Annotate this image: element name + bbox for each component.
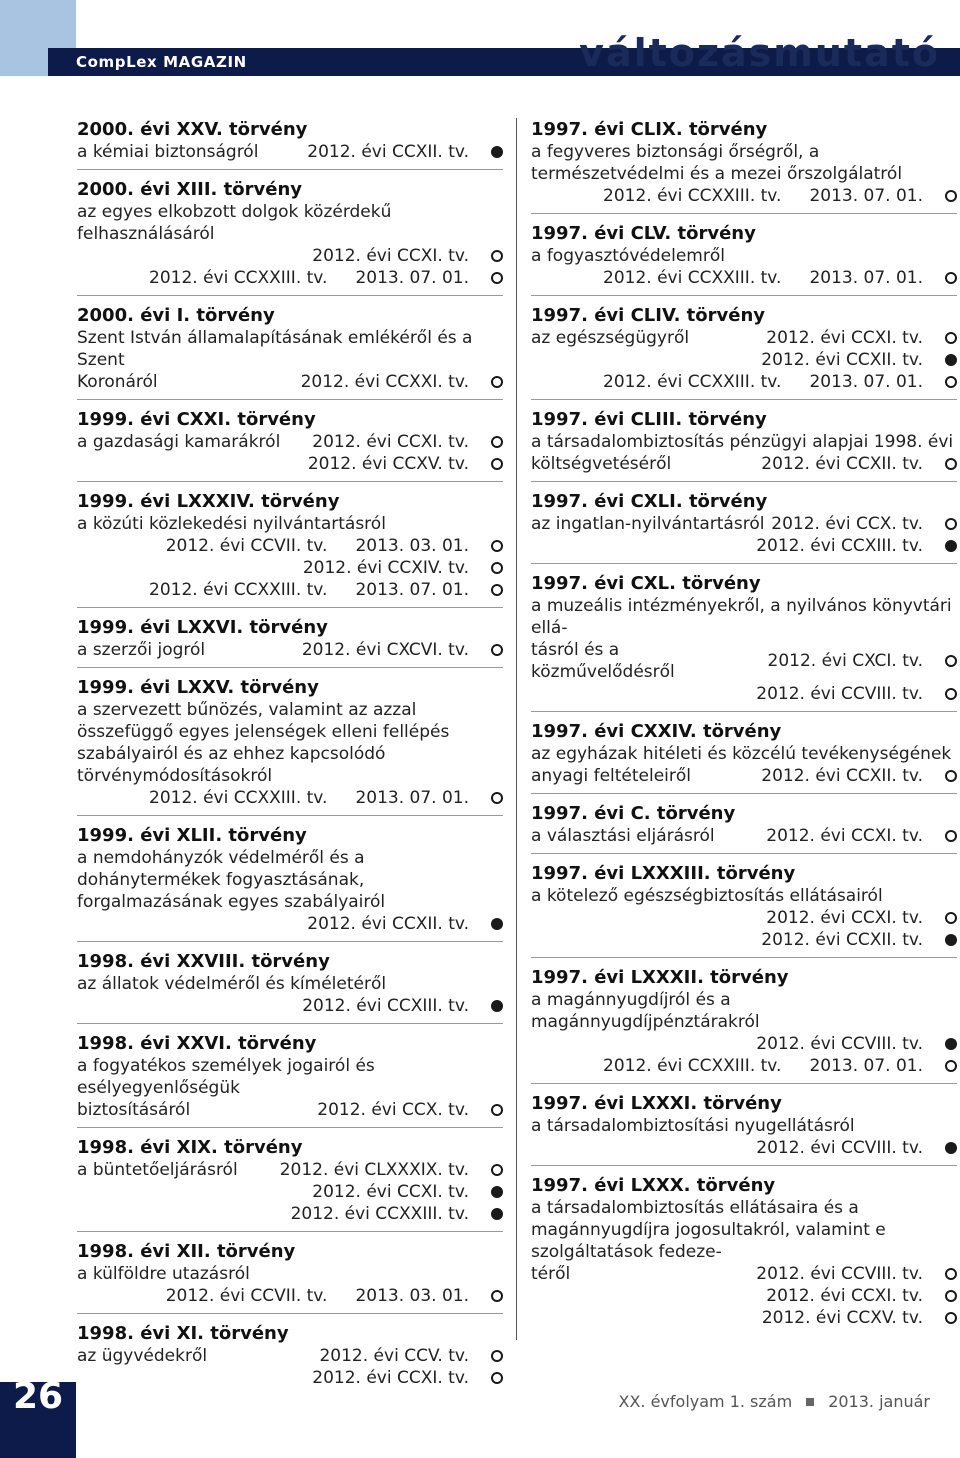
effective-date: 2013. 03. 01. (355, 1286, 469, 1306)
law-description: a választási eljárásról (531, 826, 715, 846)
open-circle-icon (945, 518, 957, 530)
amending-law: 2012. évi CCXII. tv. (761, 930, 923, 950)
amendment-line (77, 453, 503, 475)
amending-law: 2012. évi CCXXIII. tv. (603, 1056, 782, 1076)
amendment-line (77, 1285, 503, 1307)
law-title: 1997. évi LXXXI. törvény (531, 1093, 782, 1114)
effective-date: 2013. 07. 01. (809, 186, 923, 206)
open-circle-icon (491, 1164, 503, 1176)
open-circle-icon (945, 688, 957, 700)
amendment-line (531, 1263, 957, 1285)
law-entry (531, 572, 957, 712)
law-title: 1997. évi CXXIV. törvény (531, 721, 782, 742)
amending-law: 2012. évi CCVII. tv. (165, 1286, 328, 1306)
amending-law: 2012. évi CCXXI. tv. (300, 372, 469, 392)
law-entry (531, 304, 957, 400)
amendment-line (531, 683, 957, 705)
open-circle-icon (491, 1290, 503, 1302)
footer (618, 1392, 930, 1411)
law-title: 1997. évi LXXX. törvény (531, 1175, 776, 1196)
law-description: a szerzői jogról (77, 640, 206, 660)
amending-law: 2012. évi CCXI. tv. (766, 908, 923, 928)
amendment-line (77, 141, 503, 163)
amendment-line (531, 1307, 957, 1329)
amendment-line (77, 995, 503, 1017)
amending-law: 2012. évi CCXXIII. tv. (603, 186, 782, 206)
law-description: a büntetőeljárásról (77, 1160, 238, 1180)
amending-law: 2012. évi CCXXIII. tv. (149, 788, 328, 808)
amendment-line (77, 431, 503, 453)
law-description: az ingatlan-nyilvántartásról (531, 514, 765, 534)
law-entry (77, 490, 503, 608)
amending-law: 2012. évi CCXV. tv. (307, 454, 469, 474)
amendment-line (531, 513, 957, 535)
effective-date: 2013. 07. 01. (809, 1056, 923, 1076)
amending-law: 2012. évi CCXI. tv. (766, 328, 923, 348)
column-divider (516, 118, 517, 1340)
amendment-line (531, 639, 957, 683)
filled-circle-icon (491, 146, 503, 158)
law-title: 1997. évi LXXXIII. törvény (531, 863, 796, 884)
open-circle-icon (491, 1104, 503, 1116)
law-description: költségvetéséről (531, 454, 672, 474)
effective-date: 2013. 03. 01. (355, 536, 469, 556)
amending-law: 2012. évi CXCI. tv. (767, 651, 923, 671)
law-entry (77, 304, 503, 400)
amending-law: 2012. évi CCXI. tv. (312, 432, 469, 452)
amendment-line (531, 765, 957, 787)
amending-law: 2012. évi CCX. tv. (317, 1100, 469, 1120)
law-title: 1997. évi C. törvény (531, 803, 736, 824)
law-title: 1997. évi CXLI. törvény (531, 491, 768, 512)
law-title: 1999. évi LXXXIV. törvény (77, 491, 340, 512)
law-title: 1997. évi CXL. törvény (531, 573, 761, 594)
amending-law: 2012. évi CCXXIII. tv. (290, 1204, 469, 1224)
filled-circle-icon (491, 1186, 503, 1198)
law-entry (531, 720, 957, 794)
law-title: 1997. évi LXXXII. törvény (531, 967, 789, 988)
amendment-line (77, 267, 503, 289)
law-description: a külföldre utazásról (77, 1264, 250, 1284)
filled-circle-icon (945, 354, 957, 366)
law-description: a kötelező egészségbiztosítás ellátásairól (531, 886, 883, 906)
filled-circle-icon (945, 1142, 957, 1154)
open-circle-icon (945, 1060, 957, 1072)
amending-law: 2012. évi CCXII. tv. (761, 766, 923, 786)
amendment-line (77, 579, 503, 601)
open-circle-icon (491, 792, 503, 804)
law-description: anyagi feltételeiről (531, 766, 692, 786)
open-circle-icon (491, 584, 503, 596)
amendment-line (77, 1345, 503, 1367)
open-circle-icon (945, 1312, 957, 1324)
law-description: Koronáról (77, 372, 158, 392)
law-description: tásról és a közművelődésről (531, 640, 675, 682)
amending-law: 2012. évi CXCVI. tv. (301, 640, 469, 660)
law-entry (77, 178, 503, 296)
law-entry (77, 118, 503, 170)
law-description: az egyes elkobzott dolgok közérdekű felhasználásáról (77, 202, 392, 244)
law-title: 1998. évi XI. törvény (77, 1323, 289, 1344)
amendment-line (77, 557, 503, 579)
law-entry (531, 490, 957, 564)
amendment-line (531, 1137, 957, 1159)
amendment-line (77, 1203, 503, 1225)
amendment-line (77, 1159, 503, 1181)
open-circle-icon (491, 436, 503, 448)
open-circle-icon (945, 272, 957, 284)
amendment-line (77, 245, 503, 267)
law-title: 2000. évi XIII. törvény (77, 179, 302, 200)
law-description: az egészségügyről (531, 328, 690, 348)
amendment-line (531, 1055, 957, 1077)
amending-law: 2012. évi CCXXIII. tv. (603, 268, 782, 288)
issue-date: 2013. január (828, 1392, 930, 1411)
law-title: 1997. évi CLIII. törvény (531, 409, 767, 430)
amending-law: 2012. évi CCXI. tv. (766, 1286, 923, 1306)
effective-date: 2013. 07. 01. (355, 580, 469, 600)
law-description: az egyházak hitéleti és közcélú tevékenységének (531, 744, 952, 764)
law-title: 1998. évi XXVI. törvény (77, 1033, 317, 1054)
open-circle-icon (945, 1290, 957, 1302)
law-entry (77, 1240, 503, 1314)
amending-law: 2012. évi CCXV. tv. (761, 1308, 923, 1328)
filled-circle-icon (491, 918, 503, 930)
law-entry (77, 824, 503, 942)
law-entry (77, 950, 503, 1024)
amendment-line (531, 371, 957, 393)
amending-law: 2012. évi CLXXXIX. tv. (279, 1160, 469, 1180)
law-description: a szervezett bűnözés, valamint az azzal összefüggő egyes jelenségek elleni fellépés szabályairól és az ehhez kapcsolódó törvénymódosításokról (77, 700, 450, 786)
amendment-line (531, 453, 957, 475)
law-entry (531, 862, 957, 958)
law-title: 2000. évi I. törvény (77, 305, 275, 326)
law-entry (531, 222, 957, 296)
law-description: Szent István államalapításának emlékéről és a Szent (77, 328, 473, 370)
law-entry (77, 1032, 503, 1128)
amendment-line (531, 929, 957, 951)
open-circle-icon (945, 770, 957, 782)
law-title: 1999. évi LXXVI. törvény (77, 617, 328, 638)
amending-law: 2012. évi CCVII. tv. (165, 536, 328, 556)
law-description: a fogyasztóvédelemről (531, 246, 725, 266)
amending-law: 2012. évi CCXXIII. tv. (603, 372, 782, 392)
amending-law: 2012. évi CCVIII. tv. (756, 1034, 923, 1054)
filled-circle-icon (945, 1038, 957, 1050)
amending-law: 2012. évi CCXXIII. tv. (149, 580, 328, 600)
page-number: 26 (12, 1376, 64, 1417)
amending-law: 2012. évi CCXII. tv. (761, 350, 923, 370)
amendment-line (531, 267, 957, 289)
law-entry (531, 966, 957, 1084)
law-entry (531, 408, 957, 482)
law-description: a társadalombiztosítás pénzügyi alapjai 1998. évi (531, 432, 954, 452)
amendment-line (531, 907, 957, 929)
law-description: az ügyvédekről (77, 1346, 208, 1366)
amending-law: 2012. évi CCXIV. tv. (302, 558, 469, 578)
amending-law: 2012. évi CCX. tv. (771, 514, 923, 534)
amendment-line (531, 1033, 957, 1055)
amendment-line (531, 185, 957, 207)
open-circle-icon (945, 655, 957, 667)
amendment-line (531, 349, 957, 371)
law-title: 1998. évi XXVIII. törvény (77, 951, 330, 972)
effective-date: 2013. 07. 01. (809, 372, 923, 392)
amendment-line (531, 535, 957, 557)
open-circle-icon (491, 376, 503, 388)
amending-law: 2012. évi CCXII. tv. (307, 142, 469, 162)
amending-law: 2012. évi CCXII. tv. (307, 914, 469, 934)
law-description: téről (531, 1264, 571, 1284)
amendment-line (77, 913, 503, 935)
law-description: a nemdohányzók védelméről és a dohánytermékek fogyasztásának, forgalmazásának egyes szabályairól (77, 848, 386, 912)
law-entry (77, 1322, 503, 1395)
open-circle-icon (491, 562, 503, 574)
law-entry (531, 1174, 957, 1335)
open-circle-icon (945, 458, 957, 470)
law-entry (531, 1092, 957, 1166)
open-circle-icon (945, 1268, 957, 1280)
open-circle-icon (491, 644, 503, 656)
section-title: változásmutató (579, 31, 940, 75)
open-circle-icon (945, 376, 957, 388)
law-description: a magánnyugdíjról és a magánnyugdíjpénztárakról (531, 990, 760, 1032)
law-description: biztosításáról (77, 1100, 191, 1120)
open-circle-icon (945, 190, 957, 202)
amending-law: 2012. évi CCXI. tv. (312, 246, 469, 266)
effective-date: 2013. 07. 01. (355, 268, 469, 288)
separator-square-icon (806, 1398, 814, 1406)
amending-law: 2012. évi CCXIII. tv. (302, 996, 469, 1016)
law-title: 1997. évi CLIX. törvény (531, 119, 768, 140)
open-circle-icon (491, 540, 503, 552)
issue-label: XX. évfolyam 1. szám (618, 1392, 793, 1411)
amendment-line (77, 371, 503, 393)
law-description: a kémiai biztonságról (77, 142, 259, 162)
amendment-line (77, 1181, 503, 1203)
open-circle-icon (945, 830, 957, 842)
law-title: 1999. évi XLII. törvény (77, 825, 307, 846)
amendment-line (77, 1367, 503, 1389)
amending-law: 2012. évi CCV. tv. (319, 1346, 469, 1366)
filled-circle-icon (491, 1000, 503, 1012)
open-circle-icon (491, 272, 503, 284)
open-circle-icon (491, 1350, 503, 1362)
amending-law: 2012. évi CCVIII. tv. (756, 1264, 923, 1284)
effective-date: 2013. 07. 01. (355, 788, 469, 808)
effective-date: 2013. 07. 01. (809, 268, 923, 288)
law-title: 1997. évi CLV. törvény (531, 223, 756, 244)
left-column (77, 118, 503, 1403)
amendment-line (77, 639, 503, 661)
filled-circle-icon (491, 1208, 503, 1220)
amending-law: 2012. évi CCVIII. tv. (756, 684, 923, 704)
law-title: 1998. évi XII. törvény (77, 1241, 296, 1262)
law-title: 2000. évi XXV. törvény (77, 119, 308, 140)
open-circle-icon (491, 458, 503, 470)
law-entry (77, 408, 503, 482)
law-description: a társadalombiztosítási nyugellátásról (531, 1116, 855, 1136)
law-entry (531, 802, 957, 854)
law-entry (77, 676, 503, 816)
open-circle-icon (945, 332, 957, 344)
amending-law: 2012. évi CCXIII. tv. (756, 536, 923, 556)
open-circle-icon (491, 250, 503, 262)
right-column (531, 118, 957, 1343)
filled-circle-icon (945, 540, 957, 552)
law-title: 1999. évi LXXV. törvény (77, 677, 319, 698)
law-description: a gazdasági kamarákról (77, 432, 281, 452)
open-circle-icon (945, 912, 957, 924)
law-title: 1998. évi XIX. törvény (77, 1137, 303, 1158)
open-circle-icon (491, 1372, 503, 1384)
magazine-name: CompLex MAGAZIN (76, 53, 247, 71)
amendment-line (77, 535, 503, 557)
amending-law: 2012. évi CCXII. tv. (761, 454, 923, 474)
amendment-line (77, 787, 503, 809)
amendment-line (531, 1285, 957, 1307)
law-description: a közúti közlekedési nyilvántartásról (77, 514, 386, 534)
law-title: 1999. évi CXXI. törvény (77, 409, 316, 430)
law-description: a társadalombiztosítás ellátásaira és a magánnyugdíjra jogosultakról, valamint e szolgáltatások fedeze- (531, 1198, 886, 1262)
amending-law: 2012. évi CCXI. tv. (766, 826, 923, 846)
amending-law: 2012. évi CCXXIII. tv. (149, 268, 328, 288)
amending-law: 2012. évi CCXI. tv. (312, 1368, 469, 1388)
law-description: a fegyveres biztonsági őrségről, a természetvédelmi és a mezei őrszolgálatról (531, 142, 903, 184)
filled-circle-icon (945, 934, 957, 946)
amending-law: 2012. évi CCVIII. tv. (756, 1138, 923, 1158)
amending-law: 2012. évi CCXI. tv. (312, 1182, 469, 1202)
amendment-line (77, 1099, 503, 1121)
law-entry (77, 616, 503, 668)
amendment-line (531, 825, 957, 847)
law-title: 1997. évi CLIV. törvény (531, 305, 766, 326)
law-description: a muzeális intézményekről, a nyilvános könyvtári ellá- (531, 596, 952, 638)
law-entry (531, 118, 957, 214)
law-description: az állatok védelméről és kíméletéről (77, 974, 387, 994)
law-entry (77, 1136, 503, 1232)
amendment-line (531, 327, 957, 349)
law-description: a fogyatékos személyek jogairól és esélyegyenlőségük (77, 1056, 375, 1098)
